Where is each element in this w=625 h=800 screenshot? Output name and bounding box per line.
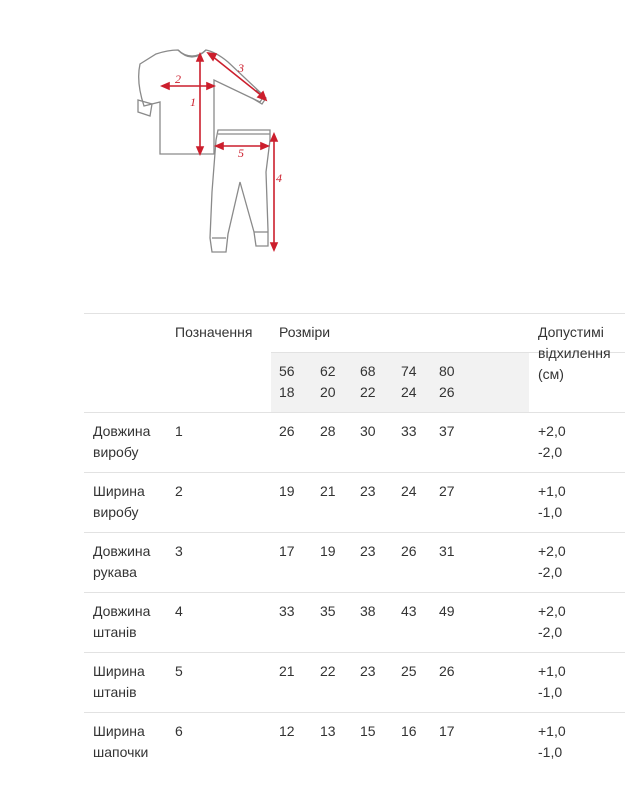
header-designation: Позначення [175, 324, 253, 340]
row-divider [84, 532, 625, 533]
row-value: 35 [320, 603, 336, 619]
diagram-label-4: 4 [276, 171, 282, 185]
row-value: 43 [401, 603, 417, 619]
row-name: Довжина виробу [93, 423, 151, 460]
row-tolerance: +1,0 -1,0 [538, 723, 566, 760]
row-code: 2 [175, 483, 183, 499]
row-name: Довжина рукава [93, 543, 151, 580]
row-tolerance: +2,0 -2,0 [538, 603, 566, 640]
size-column-header: 68 22 [360, 363, 376, 400]
row-value: 33 [279, 603, 295, 619]
row-value: 25 [401, 663, 417, 679]
row-value: 23 [360, 483, 376, 499]
row-name: Ширина виробу [93, 483, 145, 520]
row-value: 13 [320, 723, 336, 739]
size-column-header: 74 24 [401, 363, 417, 400]
row-value: 28 [320, 423, 336, 439]
row-value: 19 [320, 543, 336, 559]
row-value: 31 [439, 543, 455, 559]
header-tolerance: Допустимі відхилення (см) [538, 324, 611, 382]
row-value: 30 [360, 423, 376, 439]
table-top-border [84, 313, 625, 314]
row-tolerance: +1,0 -1,0 [538, 483, 566, 520]
row-value: 23 [360, 543, 376, 559]
row-divider [84, 592, 625, 593]
row-name: Довжина штанів [93, 603, 151, 640]
row-code: 1 [175, 423, 183, 439]
row-value: 15 [360, 723, 376, 739]
diagram-label-2: 2 [175, 72, 181, 86]
row-value: 24 [401, 483, 417, 499]
size-column-header: 62 20 [320, 363, 336, 400]
row-value: 21 [320, 483, 336, 499]
row-value: 26 [401, 543, 417, 559]
row-value: 19 [279, 483, 295, 499]
row-value: 22 [320, 663, 336, 679]
row-value: 37 [439, 423, 455, 439]
row-divider [84, 412, 625, 413]
row-divider [84, 652, 625, 653]
row-value: 17 [439, 723, 455, 739]
diagram-label-1: 1 [190, 95, 196, 109]
row-name: Ширина штанів [93, 663, 145, 700]
arrow-3 [212, 56, 262, 96]
row-value: 12 [279, 723, 295, 739]
row-value: 21 [279, 663, 295, 679]
sizes-header-background [271, 352, 529, 412]
row-value: 23 [360, 663, 376, 679]
row-value: 49 [439, 603, 455, 619]
row-code: 5 [175, 663, 183, 679]
row-tolerance: +2,0 -2,0 [538, 423, 566, 460]
row-divider [84, 712, 625, 713]
row-tolerance: +1,0 -1,0 [538, 663, 566, 700]
diagram-label-5: 5 [238, 146, 244, 160]
row-value: 38 [360, 603, 376, 619]
row-value: 17 [279, 543, 295, 559]
row-code: 3 [175, 543, 183, 559]
row-name: Ширина шапочки [93, 723, 149, 760]
row-value: 26 [439, 663, 455, 679]
row-code: 6 [175, 723, 183, 739]
header-sizes: Розміри [279, 324, 331, 340]
diagram-label-3: 3 [238, 61, 244, 75]
row-tolerance: +2,0 -2,0 [538, 543, 566, 580]
row-value: 16 [401, 723, 417, 739]
garment-measurement-diagram [128, 42, 288, 262]
size-column-header: 56 18 [279, 363, 295, 400]
row-code: 4 [175, 603, 183, 619]
shirt-outline [139, 50, 264, 154]
row-value: 26 [279, 423, 295, 439]
row-value: 33 [401, 423, 417, 439]
row-value: 27 [439, 483, 455, 499]
row-divider [84, 472, 625, 473]
size-column-header: 80 26 [439, 363, 455, 400]
